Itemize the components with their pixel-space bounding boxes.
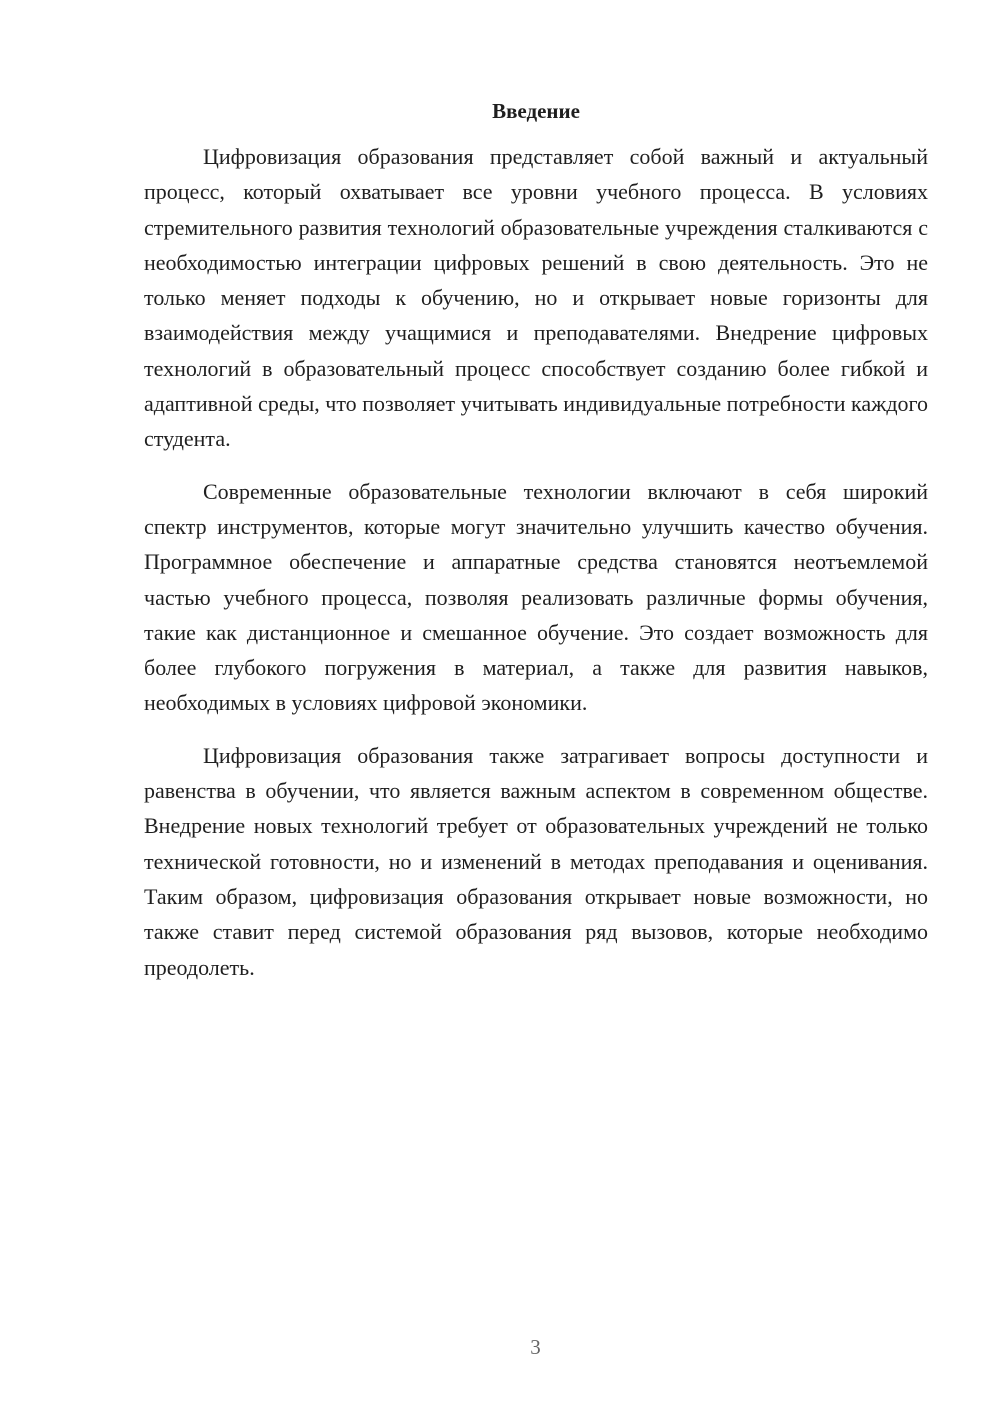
page-number: 3 — [530, 1335, 541, 1359]
paragraph-3: Цифровизация образования также затрагивает вопросы доступности и равенства в обучении, что является важным аспектом в современном обществе. Внедрение новых технологий требует от образовательных учреждений не только технической готовности, но и изменений в методах преподавания и оценивания. Таким образом, цифровизация образования открывает новые возможности, но также ставит перед системой образования ряд вызовов, которые необходимо преодолеть. — [144, 742, 928, 980]
page-title: Введение — [492, 99, 580, 123]
paragraph-1: Цифровизация образования представляет собой важный и актуальный процесс, который охватывает все уровни учебного процесса. В условиях стремительного развития технологий образовательные учреждения сталкиваются с необходимостью интеграции цифровых решений в свою деятельность. Это не только меняет подходы к обучению, но и открывает новые горизонты для взаимодействия между учащимися и преподавателями. Внедрение цифровых технологий в образовательный процесс способствует созданию более гибкой и адаптивной среды, что позволяет учитывать индивидуальные потребности каждого студента. — [144, 144, 928, 452]
document-body — [144, 95, 928, 1002]
paragraph-2: Современные образовательные технологии включают в себя широкий спектр инструментов, которые могут значительно улучшить качество обучения. Программное обеспечение и аппаратные средства становятся неотъемлемой частью учебного процесса, позволяя реализовать различные формы обучения, такие как дистанционное и смешанное обучение. Это создает возможность для более глубокого погружения в материал, а также для развития навыков, необходимых в условиях цифровой экономики. — [144, 478, 928, 716]
